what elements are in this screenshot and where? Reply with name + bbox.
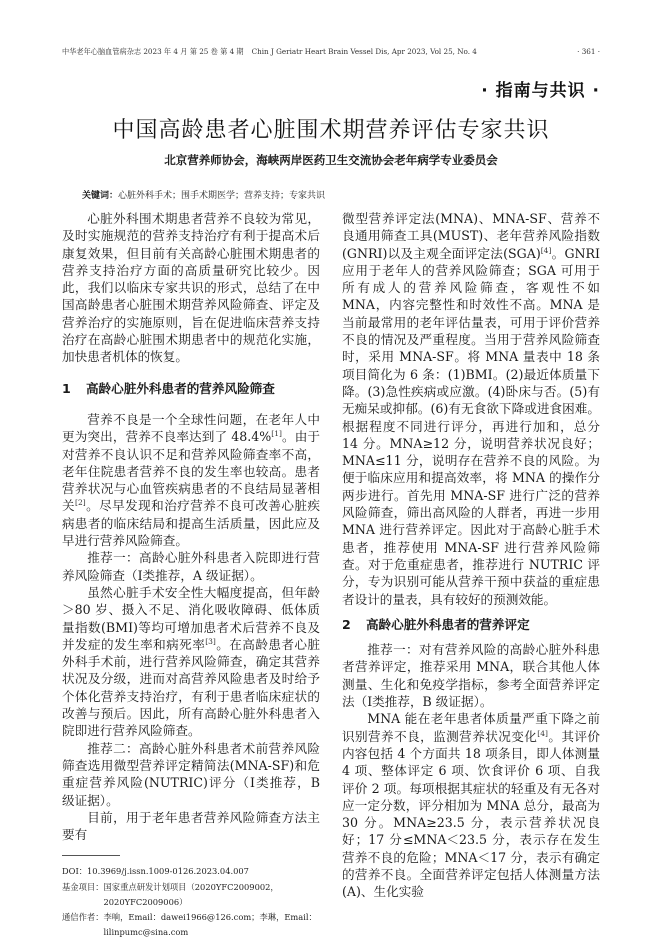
running-header bbox=[62, 47, 600, 57]
funding-footnote bbox=[62, 880, 320, 910]
doi-label: DOI： bbox=[62, 866, 88, 877]
page-number: · 361 · bbox=[577, 47, 600, 56]
paragraph-text: 。由于对营养不良认识不足和营养风险筛查率不高，老年住院患者营养不良的发生率也较高。患者营养状况与心血管疾病患者的不良结局显著相关 bbox=[62, 429, 320, 514]
section-2-heading bbox=[342, 616, 600, 633]
correspondence-label: 通信作者： bbox=[62, 912, 104, 922]
paragraph-text: 。其评价内容包括 4 个方面共 18 项条目，即人体测量 4 项、整体评定 6 项、饮食评价 6 项、自我评价 2 项。每项根据其症状的轻重及有无各对应一定分数，评分相加为 MNA 总分，最高为 30 分。MNA≥23.5 分，表示营养状况良好；17 分≤MNA＜23.5 分，表示存在发生营养不良的危险；MNA＜17 分，表示有确定的营养不良。全面营养评定包括人体测量方法(A)、生化实验 bbox=[342, 728, 601, 900]
section-1-recommendation-1: 推荐一：高龄心脏外科患者入院即进行营养风险筛查（Ⅰ类推荐，A 级证据）。 bbox=[62, 550, 320, 583]
citation-ref: [3] bbox=[205, 636, 216, 646]
section-2-number: 2 bbox=[342, 616, 351, 632]
citation-ref: [4] bbox=[540, 245, 552, 255]
article-authors: 北京营养师协会，海峡两岸医药卫生交流协会老年病学专业委员会 bbox=[164, 153, 498, 167]
section-1-title: 高龄心脏外科患者的营养风险筛查 bbox=[85, 380, 275, 396]
paragraph-text: 。在高龄患者心脏外科手术前，进行营养风险筛查，确定其营养状况及分级，进而对高营养风险患者及时给予个体化营养支持治疗，有利于患者临床症状的改善与预后。因此，所有高龄心脏外科患者入院即进行营养风险筛查。 bbox=[62, 636, 321, 739]
journal-name-en: Chin J Geriatr Heart Brain Vessel Dis, Apr 2023, Vol 25, No. 4 bbox=[251, 47, 477, 56]
paragraph-text: MNA 能在老年患者体质量严重下降之前识别营养不良，监测营养状况变化 bbox=[342, 711, 600, 744]
section-2-recommendation-1: 推荐一：对有营养风险的高龄心脏外科患者营养评定，推荐采用 MNA，联合其他人体测量、生化和免疫学指标，参考全面营养评定法（Ⅰ类推荐，B 级证据）。 bbox=[342, 642, 600, 710]
section-1-recommendation-2: 推荐二：高龄心脏外科患者术前营养风险筛查选用微型营养评定精简法(MNA-SF)和危重症营养风险(NUTRIC)评分（Ⅰ类推荐，B 级证据）。 bbox=[62, 740, 320, 808]
section-1-paragraph-1 bbox=[62, 411, 320, 549]
citation-ref: [2] bbox=[75, 498, 86, 508]
section-2-paragraph-1 bbox=[342, 710, 600, 900]
doi-value: 10.3969/j.issn.1009-0126.2023.04.007 bbox=[87, 866, 249, 877]
section-1-paragraph-3-continued bbox=[342, 210, 600, 608]
article-body bbox=[62, 210, 600, 940]
right-column bbox=[342, 210, 600, 901]
left-column bbox=[62, 210, 320, 940]
paragraph-text: 。尽早发现和治疗营养不良可改善心脏疾病患者的临床结局和提高生活质量，因此应及早进行营养风险筛查。 bbox=[62, 498, 321, 549]
citation-ref: [1] bbox=[271, 429, 282, 439]
paragraph-text: 微型营养评定法(MNA)、MNA-SF、营养不良通用筛查工具(MUST)、老年营养风险指数(GNRI)以及主观全面评定法(SGA) bbox=[342, 211, 600, 261]
section-1-paragraph-3-start: 目前，用于老年患者营养风险筛查方法主要有 bbox=[62, 809, 320, 843]
keywords-terms: 心脏外科手术；围手术期医学；营养支持；专家共识 bbox=[118, 191, 326, 201]
article-title: 中国高龄患者心脏围术期营养评估专家共识 bbox=[112, 118, 550, 143]
keywords bbox=[82, 188, 325, 201]
funding-label: 基金项目： bbox=[62, 881, 104, 892]
journal-citation bbox=[62, 47, 477, 57]
section-1-heading bbox=[62, 380, 320, 397]
column-label: · 指南与共识 · bbox=[481, 81, 600, 101]
paragraph-text: 虽然心脏手术安全性大幅度提高，但年龄＞80 岁、摄入不足、消化吸收障碍、低体质量指数(BMI)等均可增加患者术后营养不良及并发症的发生率和病死率 bbox=[62, 584, 320, 652]
section-1-number: 1 bbox=[62, 380, 71, 396]
paragraph-text: 。GNRI 应用于老年人的营养风险筛查；SGA 可用于所有成人的营养风险筛查，客观性不如 MNA，内容完整性和时效性不高。MNA 是当前最常用的老年评估量表，可用于评价营养不良的情况及严重程度。当用于营养风险筛查时，采用 MNA-SF。将 MNA 量表中 18 条项目简化为 6 条：(1)BMI。(2)最近体质量下降。(3)急性疾病或应激。(4)卧床与否。(5)有无痴呆或抑郁。(6)有无食欲下降或进食困难。根据程度不同进行评分，再进行加和，总分 14 分。MNA≥12 分，说明营养状况良好；MNA≤11 分，说明存在营养不良的风险。为便于临床应用和提高效率，将 MNA 的操作分两步进行。首先用 MNA-SF 进行广泛的营养风险筛查，筛出高风险的人群者，再进一步用 MNA 进行营养评定。因此对于高龄心脏手术患者，推荐使用 MNA-SF 进行营养风险筛查。对于危重症患者，推荐进行 NUTRIC 评分，专为识别可能从营养干预中获益的重症患者设计的量表，具有较好的预测效能。 bbox=[342, 245, 600, 607]
section-1-paragraph-2 bbox=[62, 584, 320, 740]
intro-paragraph: 心脏外科围术期患者营养不良较为常见，及时实施规范的营养支持治疗有利于提高术后康复效果，但目前有关高龄心脏围术期患者的营养支持治疗方面的高质量研究比较少。因此，我们以临床专家共识的形式，总结了在中国高龄患者心脏围术期营养风险筛查、评定及营养治疗的实施原则，旨在促进临床营养支持治疗在高龄心脏围术期患者中的规范化实施，加快患者机体的恢复。 bbox=[62, 211, 320, 365]
doi-footnote bbox=[62, 864, 320, 879]
keywords-label: 关键词： bbox=[82, 191, 119, 201]
citation-ref: [4] bbox=[537, 728, 548, 738]
section-2-title: 高龄心脏外科患者的营养评定 bbox=[365, 616, 530, 632]
funding-value: 国家重点研发计划项目（2020YFC2009002，2020YFC2009006） bbox=[103, 881, 279, 907]
paragraph-text: 营养不良是一个全球性问题，在老年人中更为突出，营养不良率达到了 48.4% bbox=[62, 411, 320, 445]
correspondence-value: 李响，Email：dawei1966@126.com；李琳，Email：lilinpumc@sina.com bbox=[103, 912, 317, 938]
footnote-divider bbox=[62, 855, 120, 856]
journal-name-cn: 中华老年心脑血管病杂志 2023 年 4 月 第 25 卷 第 4 期 bbox=[62, 47, 244, 56]
